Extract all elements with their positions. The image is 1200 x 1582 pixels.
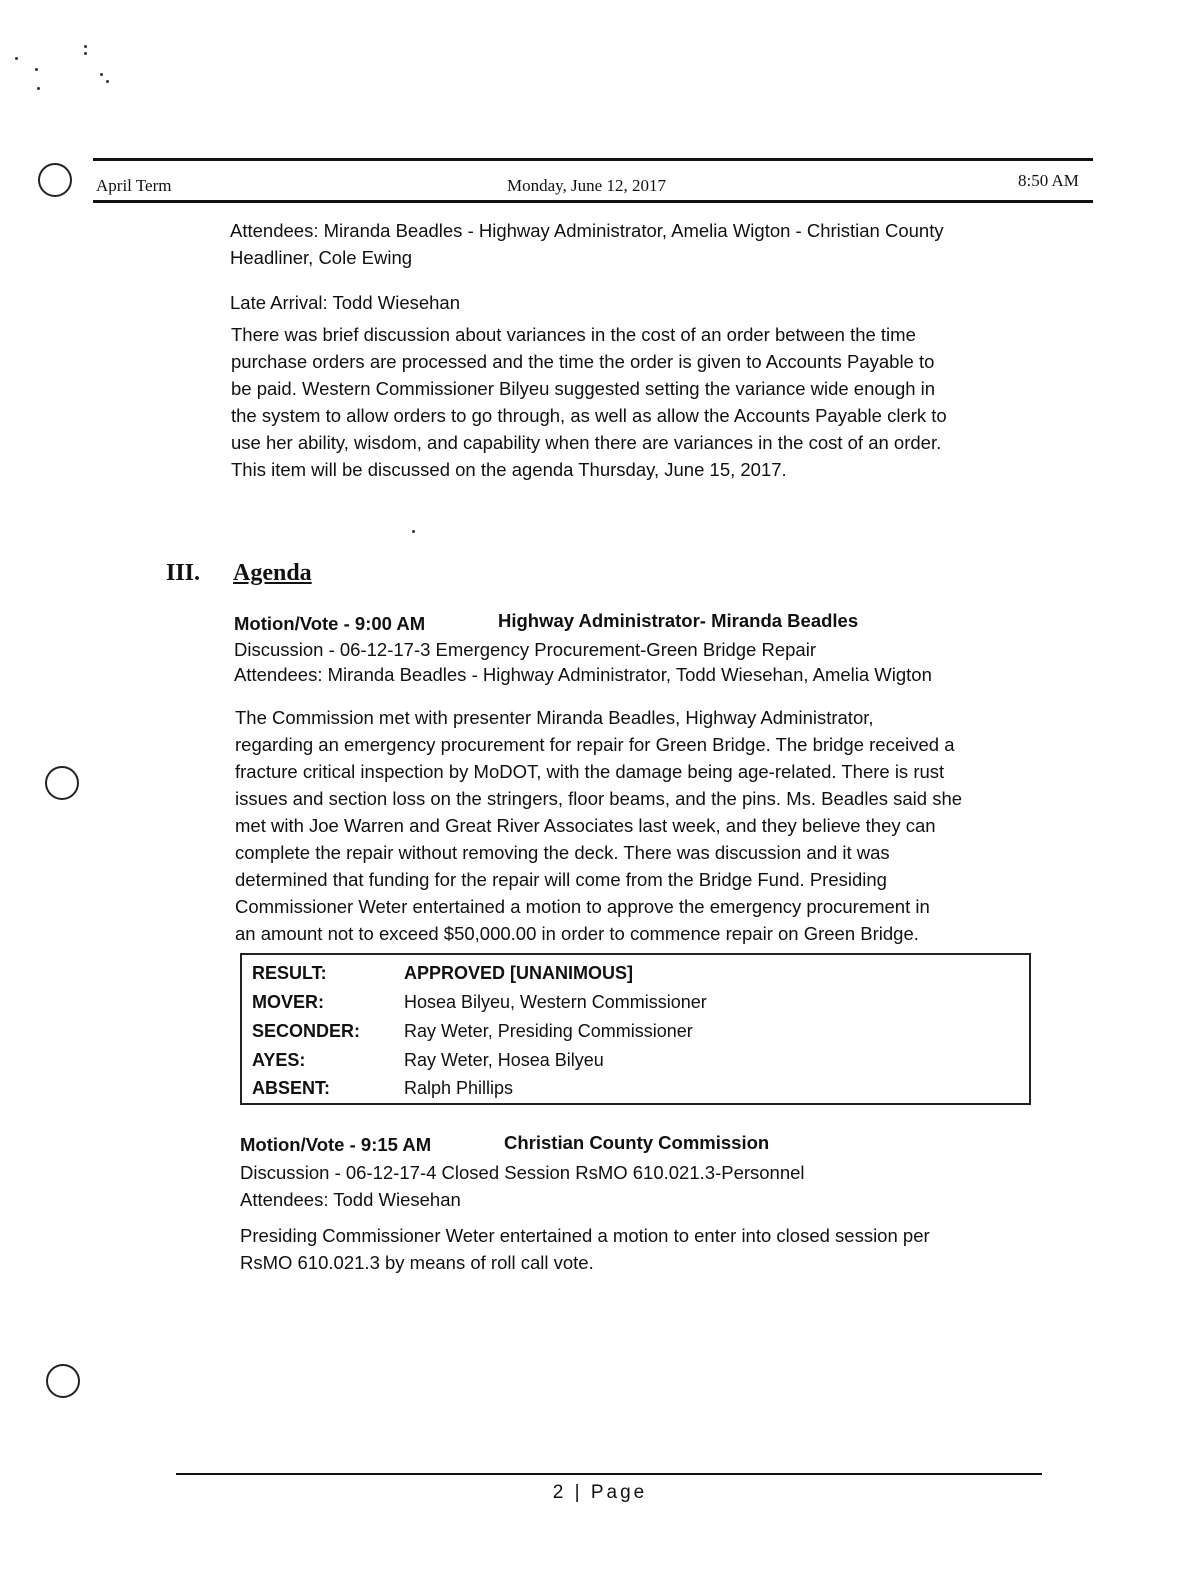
motion2-presenter: Christian County Commission <box>504 1132 770 1153</box>
motion1-body-line: regarding an emergency procurement for repair for Green Bridge. The bridge received a <box>235 734 955 755</box>
discussion-line: This item will be discussed on the agenda Thursday, June 15, 2017. <box>231 459 787 480</box>
motion1-label: Motion/Vote - 9:00 AM <box>234 613 426 634</box>
motion2-body <box>240 1222 930 1276</box>
section-number: III. <box>166 560 201 586</box>
seconder-value: Ray Weter, Presiding Commissioner <box>404 1021 693 1041</box>
header-bottom-rule <box>93 200 1093 203</box>
intro-attendees <box>230 217 944 271</box>
discussion-line: There was brief discussion about variances in the cost of an order between the time <box>231 324 916 345</box>
motion2-attendees: Attendees: Todd Wiesehan <box>240 1189 461 1210</box>
section-title: Agenda <box>233 560 312 586</box>
ayes-label: AYES: <box>252 1050 306 1070</box>
discussion-line: use her ability, wisdom, and capability when there are variances in the cost of an order. <box>231 432 942 453</box>
motion2-discussion: Discussion - 06-12-17-4 Closed Session RsMO 610.021.3-Personnel <box>240 1162 805 1183</box>
motion2-body-line: Presiding Commissioner Weter entertained a motion to enter into closed session per <box>240 1225 930 1246</box>
footer-rule <box>176 1473 1042 1475</box>
late-arrival-text: Late Arrival: Todd Wiesehan <box>230 292 461 313</box>
motion2-label: Motion/Vote - 9:15 AM <box>240 1134 432 1155</box>
motion1-body-line: issues and section loss on the stringers, floor beams, and the pins. Ms. Beadles said she <box>235 788 963 809</box>
header-top-rule <box>93 158 1093 161</box>
discussion-line: be paid. Western Commissioner Bilyeu suggested setting the variance wide enough in <box>231 378 936 399</box>
motion2-heading <box>240 1132 770 1156</box>
discussion-line: purchase orders are processed and the time the order is given to Accounts Payable to <box>231 351 935 372</box>
intro-discussion <box>231 321 947 483</box>
motion1-body-line: complete the repair without removing the deck. There was discussion and it was <box>235 842 890 863</box>
motion1-presenter: Highway Administrator- Miranda Beadles <box>498 610 859 631</box>
header-date: Monday, June 12, 2017 <box>507 176 666 195</box>
result-label: RESULT: <box>252 963 327 983</box>
punch-hole-bottom <box>46 1364 80 1398</box>
header-term: April Term <box>96 176 172 195</box>
motion1-meta <box>234 637 932 687</box>
mover-label: MOVER: <box>252 992 324 1012</box>
header-time: 8:50 AM <box>1018 171 1079 190</box>
punch-hole-top <box>38 163 72 197</box>
motion2-body-line: RsMO 610.021.3 by means of roll call vote. <box>240 1252 594 1273</box>
motion1-body-line: determined that funding for the repair will come from the Bridge Fund. Presiding <box>235 869 887 890</box>
punch-hole-middle <box>45 766 79 800</box>
absent-label: ABSENT: <box>252 1078 331 1098</box>
ayes-value: Ray Weter, Hosea Bilyeu <box>404 1050 604 1070</box>
seconder-label: SECONDER: <box>252 1021 361 1041</box>
result-value: APPROVED [UNANIMOUS] <box>404 963 634 983</box>
motion1-body-line: The Commission met with presenter Miranda Beadles, Highway Administrator, <box>235 707 874 728</box>
attendees-line: Headliner, Cole Ewing <box>230 247 413 268</box>
mover-value: Hosea Bilyeu, Western Commissioner <box>404 992 707 1012</box>
motion1-body-line: fracture critical inspection by MoDOT, with the damage being age-related. There is rust <box>235 761 945 782</box>
motion1-body-line: Commissioner Weter entertained a motion to approve the emergency procurement in <box>235 896 930 917</box>
motion1-attendees: Attendees: Miranda Beadles - Highway Administrator, Todd Wiesehan, Amelia Wigton <box>234 664 932 685</box>
motion1-body-line: an amount not to exceed $50,000.00 in order to commence repair on Green Bridge. <box>235 923 919 944</box>
motion1-body-line: met with Joe Warren and Great River Associates last week, and they believe they can <box>235 815 936 836</box>
motion1-discussion: Discussion - 06-12-17-3 Emergency Procurement-Green Bridge Repair <box>234 639 816 660</box>
motion1-body <box>235 704 962 947</box>
page-number: 2 | Page <box>552 1482 648 1503</box>
discussion-line: the system to allow orders to go through, as well as allow the Accounts Payable clerk to <box>231 405 947 426</box>
motion1-heading <box>234 610 859 635</box>
late-arrival <box>230 289 460 316</box>
absent-value: Ralph Phillips <box>404 1078 514 1098</box>
attendees-line: Attendees: Miranda Beadles - Highway Administrator, Amelia Wigton - Christian County <box>230 220 944 241</box>
vote-result-table <box>240 953 1031 1105</box>
motion2-meta <box>240 1159 805 1213</box>
